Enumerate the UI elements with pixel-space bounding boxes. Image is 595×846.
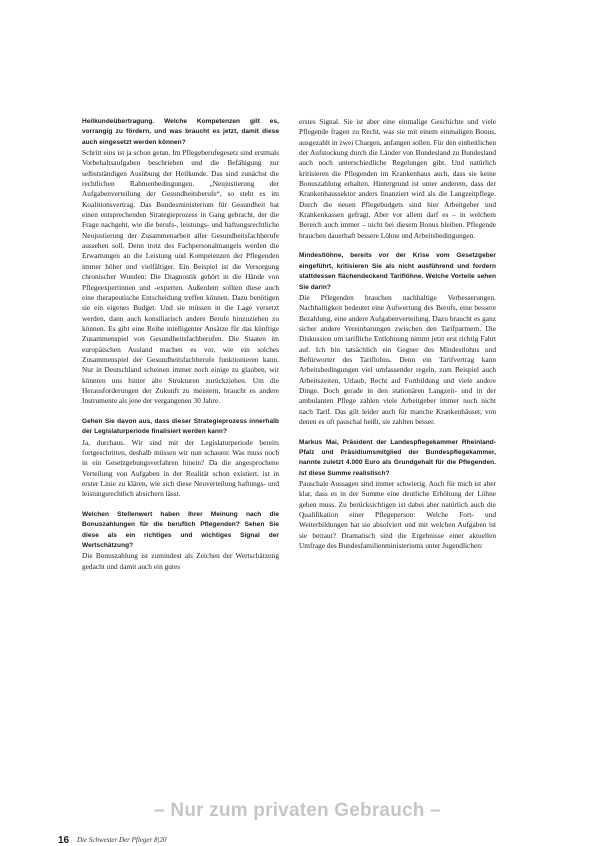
- interview-question: Markus Mai, Präsident der Landespflegekammer Rheinland-Pfalz und Präsidiumsmitglied der Bundespflegekammer, nannte zuletzt 4.000 Euro als Grundgehalt für die Pflegenden. Ist diese Summe realistisch?: [299, 438, 496, 477]
- interview-answer: Die Pflegenden brauchen nachhaltige Verbesserungen. Nachhaltigkeit bedeutet eine Aufwertung des Berufs, eine bessere Bezahlung, eine andere Aufgabenverteilung. Dazu braucht es ganz sicher andere Vereinbarungen zwischen den Tarifpartnern. Die Diskussion um tarifliche Entlohnung nimmt jetzt erst richtig Fahrt auf. Ich bin tatsächlich ein Gegner des Mindestlohns und Befürworter des Tariflohns. Denn ein Tarifvertrag kann Arbeitsbedingungen viel umfassender regeln, zum Beispiel auch Arbeitszeiten, Urlaub, Recht auf Fortbildung und viele andere Dinge. Doch gerade in den stationären Langzeit- und in der ambulanten Pflege zahlen viele Arbeitgeber immer noch nicht nach Tarif. Das gilt leider auch für manche Krankenhäuser, von denen es oft pauschal heißt, sie zahlten besser.: [299, 292, 496, 426]
- watermark-private-use: – Nur zum privaten Gebrauch –: [154, 800, 441, 821]
- paragraph-spacer: [299, 241, 496, 251]
- magazine-issue: Die Schwester Der Pfleger 8|20: [77, 836, 167, 844]
- page-number: 16: [58, 835, 70, 846]
- interview-answer: Ja, durchaus. Wir sind mit der Legislaturperiode bereits fortgeschritten, deshalb müssen wir nun schauen: Was muss noch in ein Gesetzgebungsverfahren hinein? Da die angesprochene Verteilung von Aufgaben in der Realität schon existiert, ist in erster Linie zu klären, wie sich diese Neuverteilung haftungs- und leistungsrechtlich absichern lässt.: [82, 437, 279, 499]
- paragraph-spacer: [299, 427, 496, 437]
- right-text-column: [299, 117, 496, 551]
- interview-answer: Die Bonuszahlung ist zumindest als Zeichen der Wertschätzung gedacht und damit auch ein gutes: [82, 551, 279, 571]
- interview-answer: Schritt eins ist ja schon getan. Im Pflegeberufegesetz sind erstmals Vorbehaltsaufgaben beschrieben und die Befähigung zur selbstständigen Ausübung der Heilkunde. Das sind zunächst die rechtlichen Rahmenbedingungen. „Neujustierung der Aufgabenverteilung der Gesundheitsberufe“, so steht es im Koalitionsvertrag. Das Bundesministerium für Gesundheit hat einen entsprechenden Strategieprozess in Gang gebracht, der die Frage nachgeht, wie die berufs-, leistungs- und haftungsrechtliche Neujustierung der Zusammenarbeit aller Gesundheitsfachberufe aussehen soll. Denn trotz des Fachpersonalmangels werden die Erwartungen an die Leistung und Kompetenzen der Pflegenden immer höher und vielfältiger. Ein Beispiel ist die Versorgung chronischer Wunden: Die Diagnostik gehört in die Hände von Pflegeexpertinnen und -experten. Außerdem sollten diese auch eine therapeutische Entscheidung treffen können. Dazu benötigen sie ein eigenes Budget. Und sie müssen in die Lage versetzt werden, dann auch konsiliarisch andere Berufe hinzuziehen zu können. Es gibt eine Reihe intelligenter Ansätze für das künftige Zusammenspiel von Gesundheitsfachberufen. Die Staaten im europäischen Ausland machen es vor, wie ein solches Zusammenspiel der Gesundheitsfachberufe funktionieren kann. Nur in Deutschland scheinen immer noch einige zu glauben, wir könnten uns hinter alte Strukturen zurückziehen. Um die Herausforderungen der Zukunft zu meistern, braucht es andere Instrumente als jene der vergangenen 30 Jahre.: [82, 148, 279, 406]
- paragraph-spacer: [82, 407, 279, 417]
- interview-question: Welchen Stellenwert haben Ihrer Meinung nach die Bonuszahlungen für die beruflich Pflegenden? Sehen Sie diese als ein richtiges und wichtiges Signal der Wertschätzung?: [82, 511, 279, 550]
- interview-question: Mindestlöhne, bereits vor der Krise vom Gesetzgeber eingeführt, kritisieren Sie als nicht ausführend und fordern stattdessen flächendeckend Tariflöhne. Welche Vorteile sehen Sie darin?: [299, 252, 496, 291]
- interview-question: Gehen Sie davon aus, dass dieser Strategieprozess innerhalb der Legislaturperiode finalisiert werden kann?: [82, 417, 279, 436]
- paragraph-spacer: [82, 500, 279, 510]
- left-text-column: [82, 117, 279, 572]
- interview-question: Heilkundeübertragung. Welche Kompetenzen gilt es, vorrangig zu fördern, und was braucht es jetzt, damit diese auch eingesetzt werden können?: [82, 118, 279, 146]
- interview-answer: erstes Signal. Sie ist aber eine einmalige Geschichte und viele Pflegende fragen zu Recht, was sie mit einem einmaligen Bonus, ausgezahlt in zwei Chargen, anfangen sollen. Für den einheitlichen der Aufstockung durch die Länder von Bundesland zu Bundesland auch noch unterschiedliche Regelungen gibt. Und natürlich kritisieren die Pflegenden im Krankenhaus auch, dass sie keine Bonuszahlung erhalten. Hintergrund ist unter anderem, dass der Krankenhaussektor anders finanziert wird als die Langzeitpflege. Durch die neuen Pflegebudgets sind hier Arbeitgeber und Krankenkassen gefragt. Aber vor allem darf es – in welchem Bereich auch immer – nicht bei diesem Bonus bleiben. Pflegende brauchen dauerhaft bessere Löhne und Arbeitsbedingungen.: [299, 117, 496, 240]
- interview-answer: Pauschale Aussagen sind immer schwierig. Auch für mich ist aber klar, dass es in der Summe eine deutliche Erhöhung der Löhne geben muss. Zu berücksichtigen ist dabei aber natürlich auch die Qualifikation einer Pflegeperson: Welche Fort- und Weiterbildungen hat sie absolviert und mit welchen Aufgaben ist sie betraut? Dramatisch sind die Ergebnisse einer aktuellen Umfrage des Bundesfamilienministeriums unter Jugendlichen:: [299, 479, 496, 551]
